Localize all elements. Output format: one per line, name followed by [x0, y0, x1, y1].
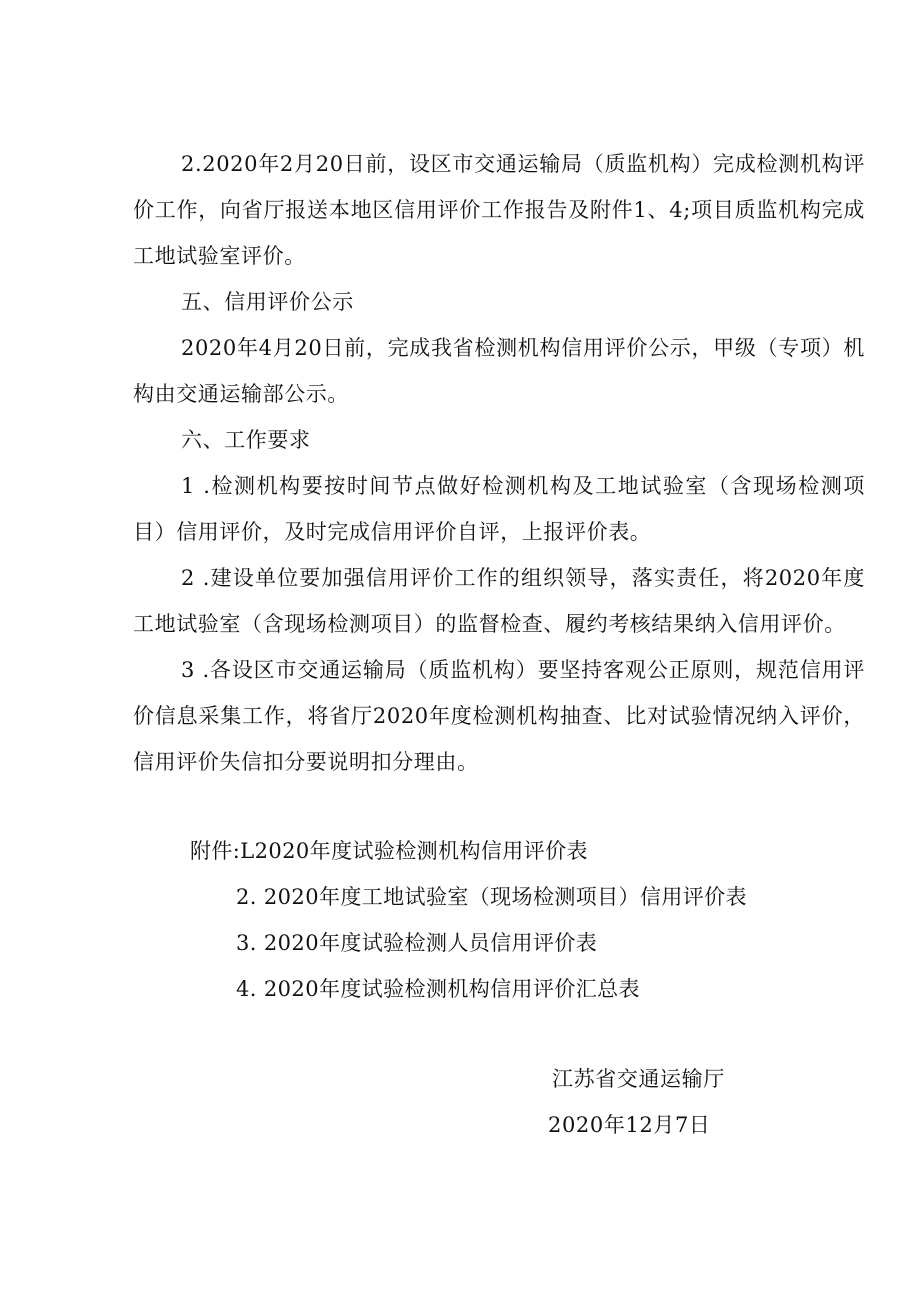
attachment-item-1: 附件:L2020年度试验检测机构信用评价表: [190, 839, 588, 863]
signature-date: 2020年12月7日: [548, 1113, 711, 1137]
paragraph-deadline-feb: 2.2020年2月20日前，设区市交通运输局（质监机构）完成检测机构评价工作，向省厅报送本地区信用评价工作报告及附件1、4;项目质监机构完成工地试验室评价。: [133, 152, 865, 268]
paragraph-publicity: 2020年4月20日前，完成我省检测机构信用评价公示，甲级（专项）机构由交通运输部公示。: [133, 336, 865, 406]
document-body: [133, 141, 865, 785]
section-heading-publicity: 五、信用评价公示: [181, 290, 354, 314]
attachment-item-2: 2. 2020年度工地试验室（现场检测项目）信用评价表: [236, 885, 747, 909]
signature-organization: 江苏省交通运输厅: [552, 1067, 725, 1091]
section-heading-requirements: 六、工作要求: [181, 428, 311, 452]
attachment-item-3: 3. 2020年度试验检测人员信用评价表: [236, 931, 598, 955]
requirement-item-1: 1 .检测机构要按时间节点做好检测机构及工地试验室（含现场检测项目）信用评价，及时完成信用评价自评，上报评价表。: [133, 474, 865, 544]
requirement-item-3: 3 .各设区市交通运输局（质监机构）要坚持客观公正原则，规范信用评价信息采集工作，将省厅2020年度检测机构抽查、比对试验情况纳入评价，信用评价失信扣分要说明扣分理由。: [133, 658, 865, 774]
requirement-item-2: 2 .建设单位要加强信用评价工作的组织领导，落实责任，将2020年度工地试验室（含现场检测项目）的监督检查、履约考核结果纳入信用评价。: [133, 566, 865, 636]
attachment-item-4: 4. 2020年度试验检测机构信用评价汇总表: [236, 977, 640, 1001]
